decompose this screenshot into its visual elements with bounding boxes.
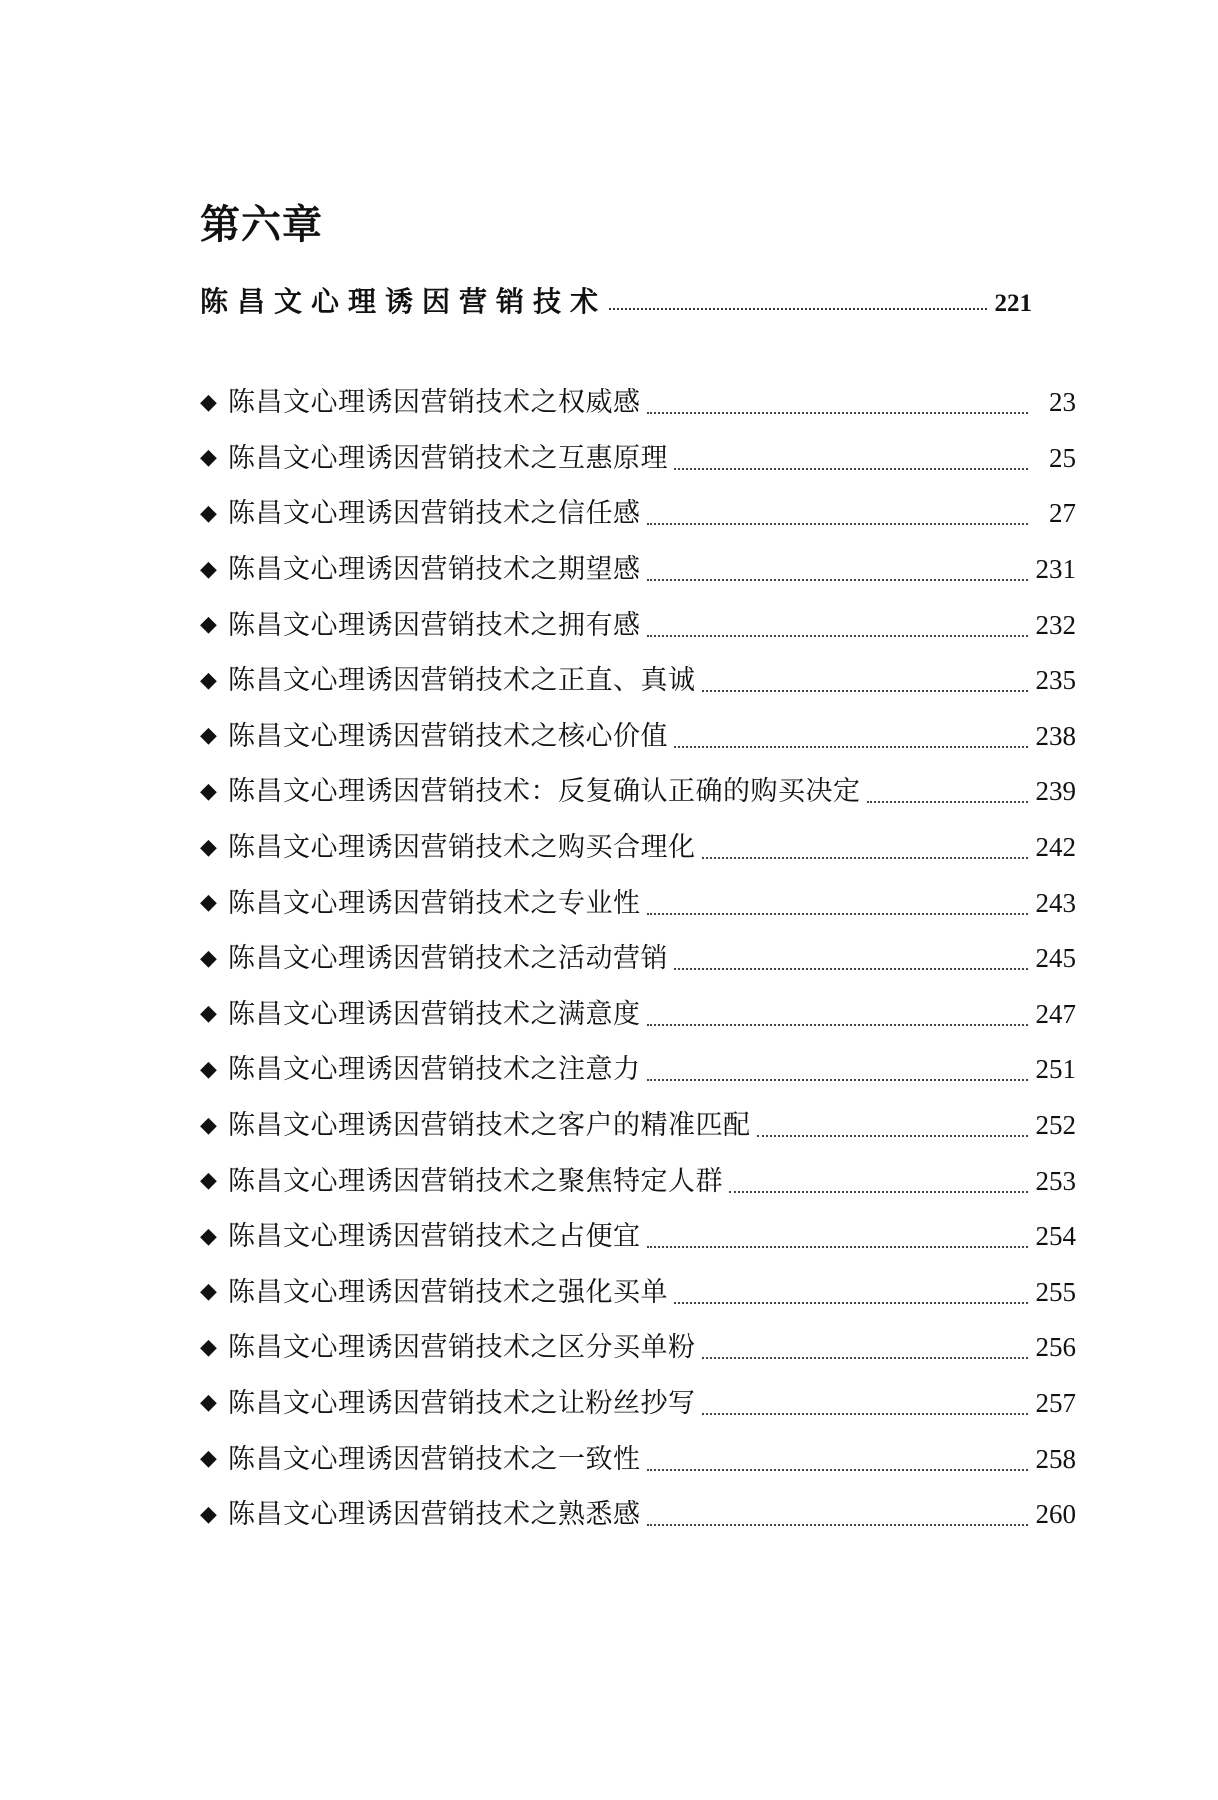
toc-entry-page-number: 23 [1049,387,1076,418]
diamond-bullet-icon: ◆ [200,945,217,971]
toc-entry-page-number: 260 [1035,1499,1076,1530]
dot-leader [674,1301,1028,1304]
diamond-bullet-icon: ◆ [200,834,217,860]
toc-entry [200,987,1076,1043]
toc-entry-page-number: 235 [1035,665,1076,696]
dot-leader [647,522,1029,525]
dot-leader [674,745,1028,748]
diamond-bullet-icon: ◆ [200,1001,217,1027]
diamond-bullet-icon: ◆ [200,723,217,749]
dot-leader [647,1523,1029,1526]
toc-entry-page-number: 238 [1035,720,1076,751]
toc-entry-page-number: 27 [1049,498,1076,529]
diamond-bullet-icon: ◆ [200,1279,217,1305]
dot-leader [647,1078,1029,1081]
chapter-title: 陈昌文心理诱因营销技术 [200,285,608,318]
toc-entry [200,375,1076,431]
toc-entry-title: 陈昌文心理诱因营销技术之活动营销 [228,943,668,975]
toc-entry-page-number: 255 [1035,1276,1076,1307]
toc-entry-page-number: 252 [1035,1110,1076,1141]
toc-entry-page-number: 242 [1035,832,1076,863]
toc-entry-title: 陈昌文心理诱因营销技术之一致性 [228,1443,641,1475]
toc-entry [200,1098,1076,1154]
diamond-bullet-icon: ◆ [200,445,217,471]
dot-leader [647,1245,1029,1248]
toc-entry-title: 陈昌文心理诱因营销技术之强化买单 [228,1276,668,1308]
diamond-bullet-icon: ◆ [200,1390,217,1416]
diamond-bullet-icon: ◆ [200,667,217,693]
diamond-bullet-icon: ◆ [200,612,217,638]
toc-entry-page-number: 253 [1035,1165,1076,1196]
diamond-bullet-icon: ◆ [200,890,217,916]
dot-leader [609,307,986,310]
toc-entry-title: 陈昌文心理诱因营销技术之客户的精准匹配 [228,1110,751,1142]
diamond-bullet-icon: ◆ [200,778,217,804]
toc-entry [200,1209,1076,1265]
toc-entry-title: 陈昌文心理诱因营销技术之信任感 [228,498,641,530]
toc-entry-title: 陈昌文心理诱因营销技术之拥有感 [228,609,641,641]
toc-entry [200,1265,1076,1321]
toc-entry-page-number: 245 [1035,943,1076,974]
diamond-bullet-icon: ◆ [200,556,217,582]
diamond-bullet-icon: ◆ [200,1501,217,1527]
dot-leader [702,689,1029,692]
toc-entry [200,542,1076,598]
diamond-bullet-icon: ◆ [200,1223,217,1249]
toc-entry-title: 陈昌文心理诱因营销技术之聚焦特定人群 [228,1165,723,1197]
toc-entry [200,486,1076,542]
toc-entry [200,431,1076,487]
diamond-bullet-icon: ◆ [200,1334,217,1360]
toc-entry [200,1487,1076,1543]
dot-leader [647,411,1029,414]
dot-leader [702,1412,1029,1415]
toc-entry [200,1431,1076,1487]
toc-entry-title: 陈昌文心理诱因营销技术之让粉丝抄写 [228,1387,696,1419]
chapter-label: 第六章 [200,201,323,248]
toc-entry-page-number: 243 [1035,887,1076,918]
toc-entry-title: 陈昌文心理诱因营销技术之核心价值 [228,720,668,752]
toc-entry [200,1042,1076,1098]
toc-entry [200,931,1076,987]
toc-entry-title: 陈昌文心理诱因营销技术：反复确认正确的购买决定 [228,776,861,808]
toc-entry [200,820,1076,876]
toc-entry-title: 陈昌文心理诱因营销技术之正直、真诚 [228,665,696,697]
toc-entry-page-number: 258 [1035,1443,1076,1474]
diamond-bullet-icon: ◆ [200,500,217,526]
toc-entry-page-number: 232 [1035,609,1076,640]
toc-entry-title: 陈昌文心理诱因营销技术之权威感 [228,387,641,419]
toc-entry [200,653,1076,709]
toc-entry [200,875,1076,931]
toc-entry-title: 陈昌文心理诱因营销技术之熟悉感 [228,1499,641,1531]
dot-leader [647,1468,1029,1471]
toc-entry-title: 陈昌文心理诱因营销技术之互惠原理 [228,442,668,474]
chapter-heading-row [200,276,1032,316]
toc-entry-page-number: 256 [1035,1332,1076,1363]
toc-list [200,375,1076,1542]
dot-leader [867,800,1029,803]
dot-leader [674,967,1028,970]
diamond-bullet-icon: ◆ [200,1056,217,1082]
diamond-bullet-icon: ◆ [200,1168,217,1194]
toc-entry-page-number: 257 [1035,1387,1076,1418]
diamond-bullet-icon: ◆ [200,389,217,415]
toc-entry-title: 陈昌文心理诱因营销技术之专业性 [228,887,641,919]
dot-leader [647,634,1029,637]
toc-entry [200,597,1076,653]
toc-entry-page-number: 239 [1035,776,1076,807]
dot-leader [702,1356,1029,1359]
dot-leader [674,467,1028,470]
diamond-bullet-icon: ◆ [200,1446,217,1472]
toc-entry [200,1320,1076,1376]
toc-entry-page-number: 231 [1035,554,1076,585]
dot-leader [647,578,1029,581]
toc-entry-title: 陈昌文心理诱因营销技术之区分买单粉 [228,1332,696,1364]
toc-entry [200,1376,1076,1432]
dot-leader [647,1023,1029,1026]
toc-entry-page-number: 247 [1035,998,1076,1029]
toc-entry-title: 陈昌文心理诱因营销技术之注意力 [228,1054,641,1086]
toc-entry-page-number: 251 [1035,1054,1076,1085]
dot-leader [757,1134,1029,1137]
toc-entry [200,1153,1076,1209]
dot-leader [729,1190,1028,1193]
diamond-bullet-icon: ◆ [200,1112,217,1138]
toc-entry-title: 陈昌文心理诱因营销技术之满意度 [228,998,641,1030]
toc-entry [200,709,1076,765]
toc-entry-page-number: 254 [1035,1221,1076,1252]
dot-leader [647,912,1029,915]
toc-entry-title: 陈昌文心理诱因营销技术之占便宜 [228,1221,641,1253]
chapter-page-number: 221 [994,290,1032,317]
dot-leader [702,856,1029,859]
toc-entry [200,764,1076,820]
toc-entry-title: 陈昌文心理诱因营销技术之购买合理化 [228,832,696,864]
toc-entry-title: 陈昌文心理诱因营销技术之期望感 [228,554,641,586]
toc-entry-page-number: 25 [1049,442,1076,473]
